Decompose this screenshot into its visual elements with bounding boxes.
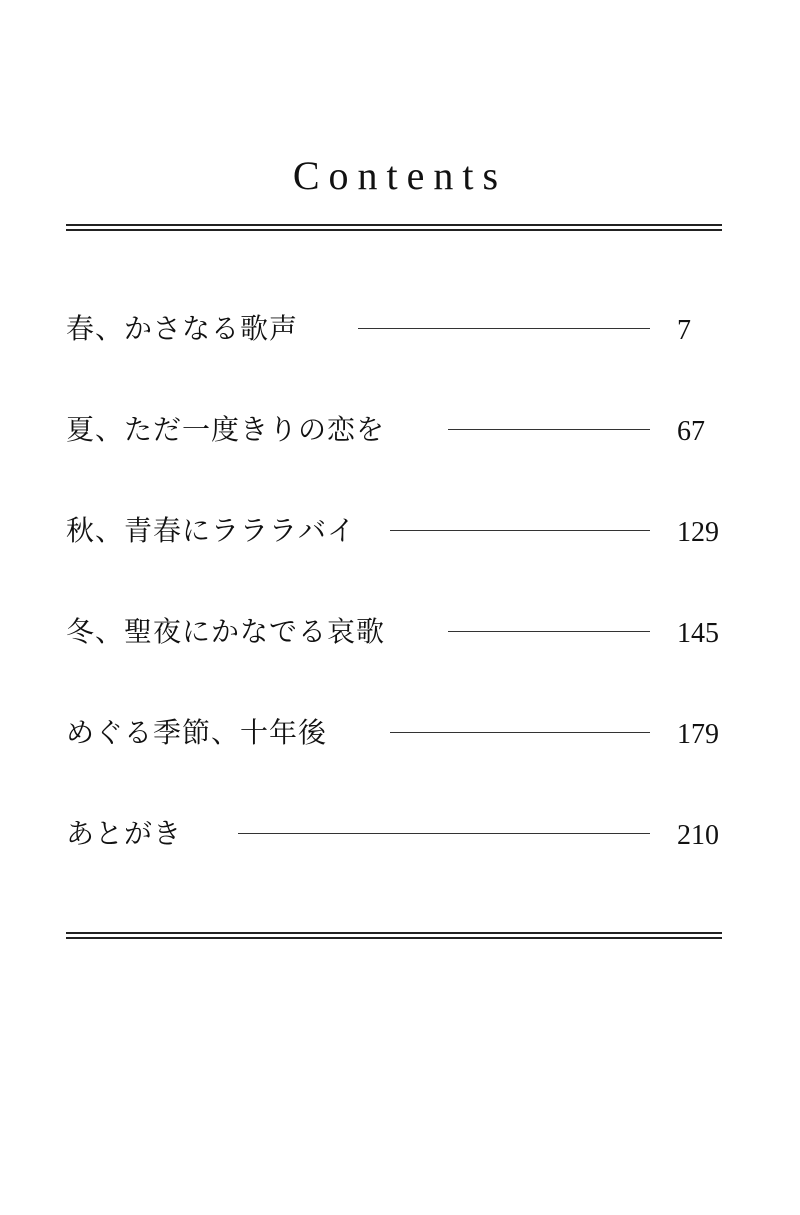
toc-entry[interactable] [66, 608, 726, 709]
toc-entry-title: 夏、ただ一度きりの恋を [66, 413, 386, 446]
top-double-rule [66, 224, 722, 231]
leader-line [238, 833, 650, 834]
bottom-double-rule [66, 932, 722, 939]
toc-entry[interactable] [66, 810, 726, 911]
toc-entry-title: 冬、聖夜にかなでる哀歌 [66, 615, 386, 648]
leader-line [448, 631, 650, 632]
toc-entry-page: 67 [677, 416, 705, 447]
toc-entry-page: 129 [677, 517, 719, 548]
toc-entry[interactable] [66, 507, 726, 608]
toc-entry-title: あとがき [66, 817, 183, 850]
page-title: Contents [292, 153, 508, 198]
toc-entry-page: 145 [677, 618, 719, 649]
toc-entry-page: 7 [677, 315, 691, 346]
leader-line [390, 530, 650, 531]
table-of-contents [66, 305, 726, 911]
toc-entry-page: 210 [677, 820, 719, 851]
leader-line [390, 732, 650, 733]
toc-entry-page: 179 [677, 719, 719, 750]
leader-line [448, 429, 650, 430]
toc-entry[interactable] [66, 406, 726, 507]
toc-entry[interactable] [66, 709, 726, 810]
toc-entry[interactable] [66, 305, 726, 406]
toc-entry-title: めぐる季節、十年後 [66, 716, 328, 749]
toc-entry-title: 秋、青春にラララバイ [66, 514, 357, 547]
toc-entry-title: 春、かさなる歌声 [66, 312, 299, 345]
leader-line [358, 328, 650, 329]
